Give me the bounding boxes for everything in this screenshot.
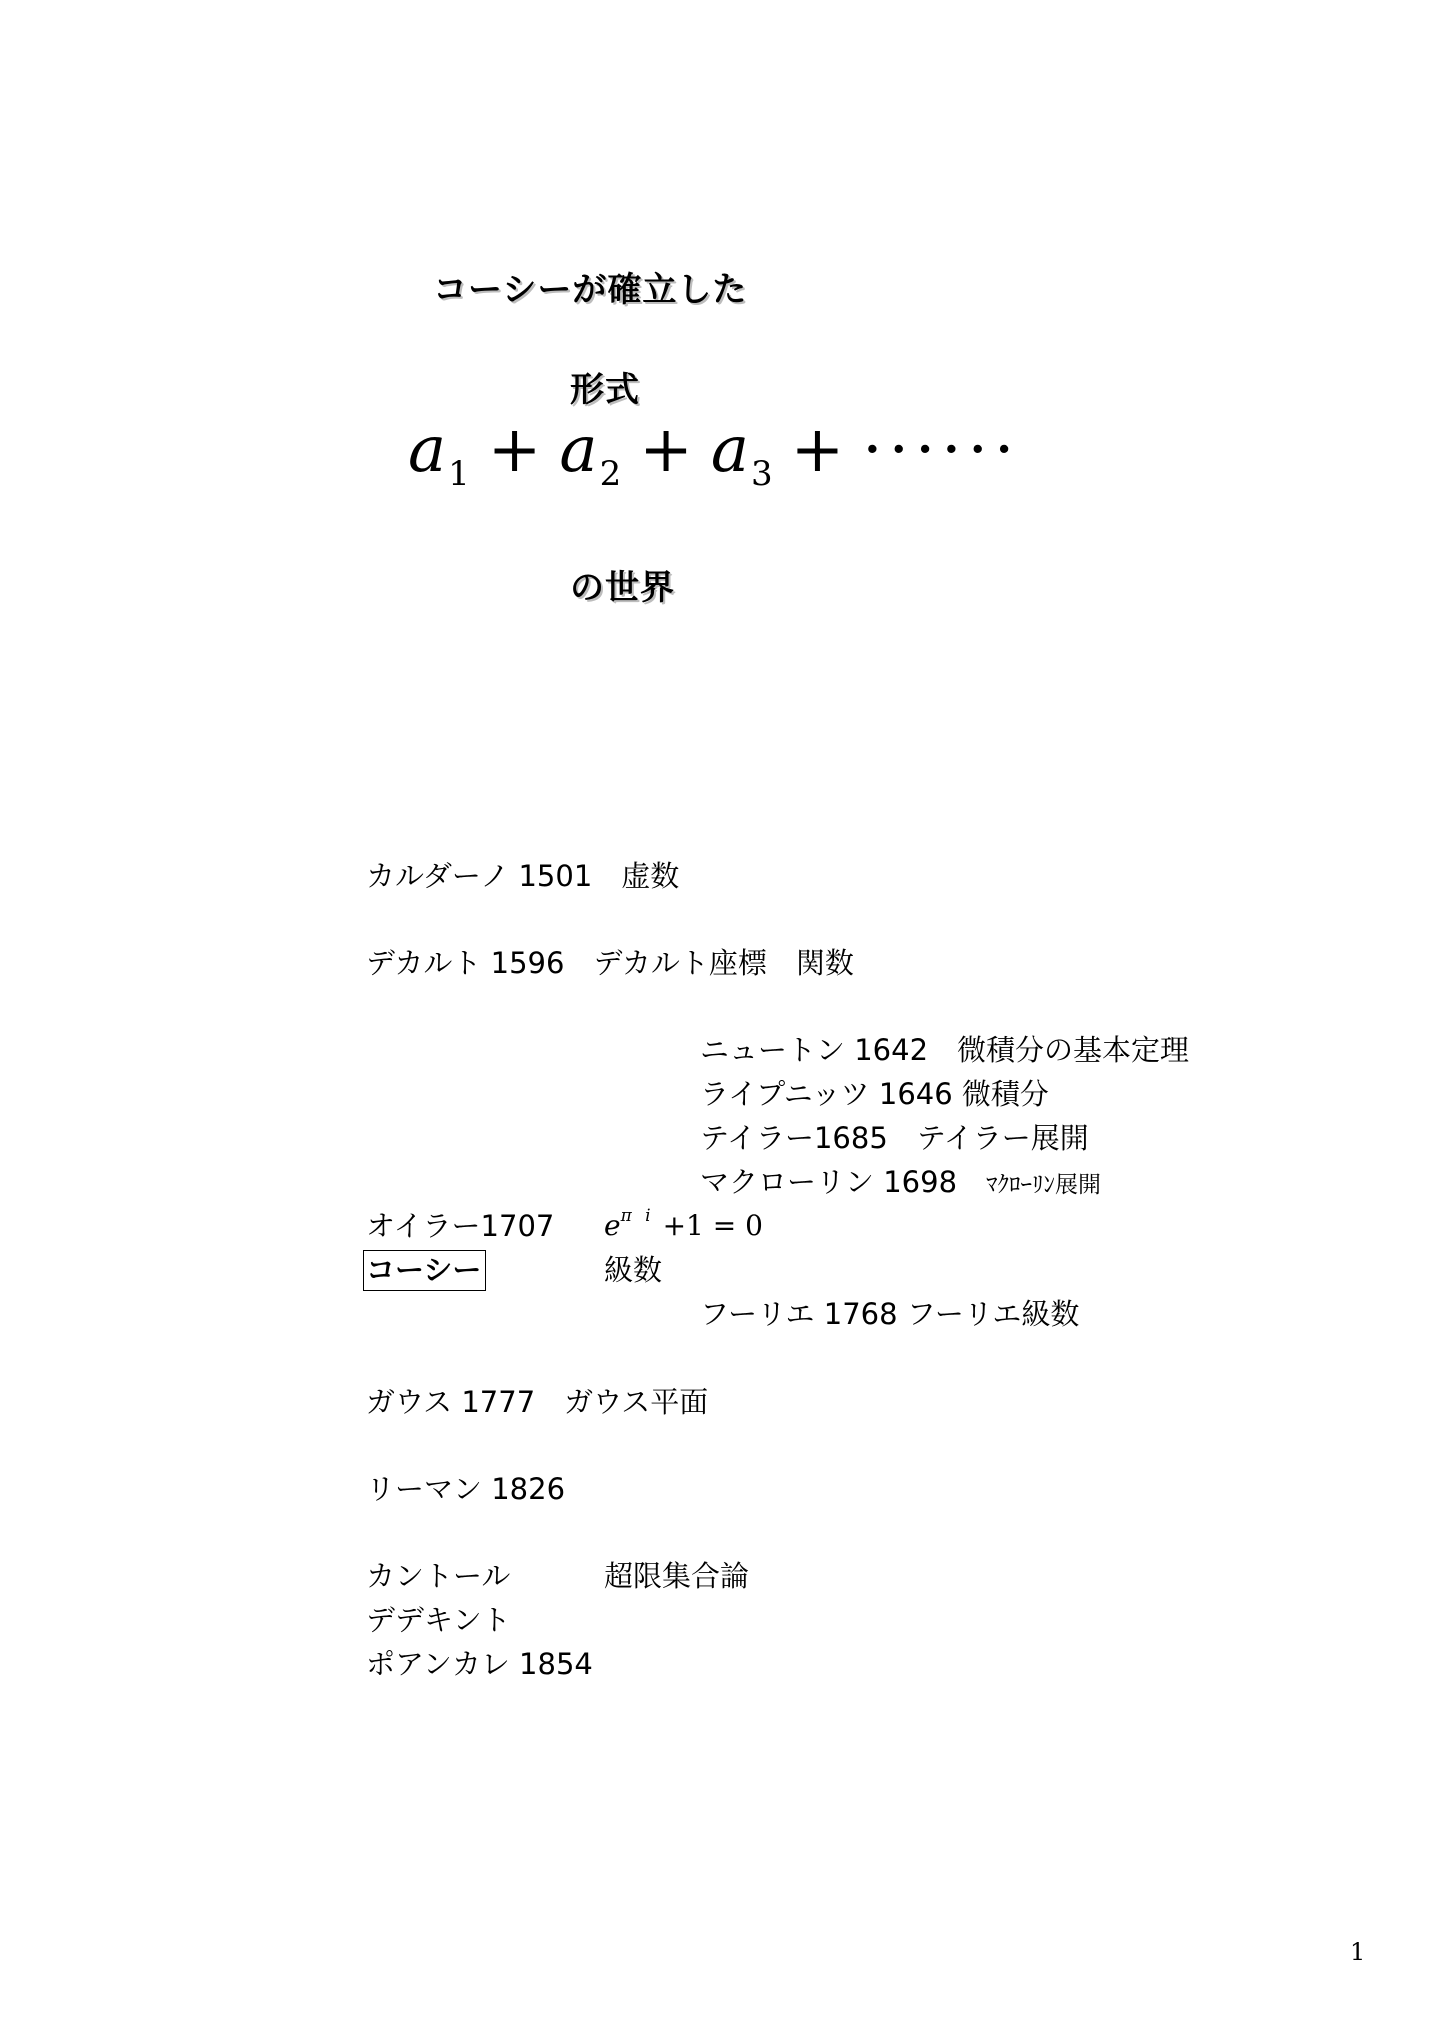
title-line-1: コーシーが確立した [433, 270, 748, 310]
timeline-taylor: テイラー1685 テイラー展開 [700, 1121, 1089, 1155]
series-formula [408, 413, 1021, 494]
timeline-riemann: リーマン 1826 [366, 1472, 566, 1506]
timeline-fourier: フーリエ 1768 フーリエ級数 [700, 1297, 1080, 1331]
formula-plus-2: + [639, 413, 693, 487]
timeline-newton: ニュートン 1642 微積分の基本定理 [700, 1033, 1190, 1067]
formula-plus-1: + [487, 413, 542, 487]
timeline-cantor: カントール [366, 1559, 511, 1593]
timeline-leibniz: ライプニッツ 1646 微積分 [700, 1077, 1049, 1111]
timeline-cardano: カルダーノ 1501 虚数 [366, 859, 680, 893]
formula-term-3-var: a [710, 413, 749, 487]
formula-ellipsis: ······ [862, 413, 1021, 487]
euler-base: e [604, 1209, 621, 1242]
timeline-descartes: デカルト 1596 デカルト座標 関数 [366, 946, 854, 980]
formula-term-3-sub: 3 [751, 454, 773, 494]
euler-rest: +1 = 0 [662, 1209, 763, 1242]
timeline-gauss: ガウス 1777 ガウス平面 [366, 1385, 709, 1419]
timeline-euler: オイラー1707 [366, 1209, 555, 1243]
timeline-maclaurin [700, 1165, 1102, 1199]
formula-term-2-var: a [559, 413, 598, 487]
euler-exponent: π i [620, 1206, 655, 1226]
formula-plus-3: + [790, 413, 845, 487]
timeline-poincare: ポアンカレ 1854 [366, 1647, 593, 1681]
formula-term-1-var: a [408, 413, 447, 487]
formula-term-2-sub: 2 [599, 454, 622, 494]
maclaurin-topic: ﾏｸﾛｰﾘﾝ展開 [986, 1172, 1102, 1198]
timeline-cauchy [366, 1253, 486, 1287]
cauchy-boxed-name: コーシー [363, 1250, 486, 1291]
page-number: 1 [1350, 1938, 1366, 1966]
title-line-2: 形式 [570, 370, 640, 410]
maclaurin-name: マクローリン 1698 [700, 1165, 987, 1199]
cantor-topic: 超限集合論 [604, 1559, 750, 1593]
timeline-dedekind: デデキント [366, 1603, 511, 1637]
cauchy-topic: 級数 [604, 1253, 663, 1287]
euler-identity [604, 1206, 763, 1242]
title-line-3: の世界 [570, 568, 675, 608]
formula-term-1-sub: 1 [448, 454, 470, 494]
